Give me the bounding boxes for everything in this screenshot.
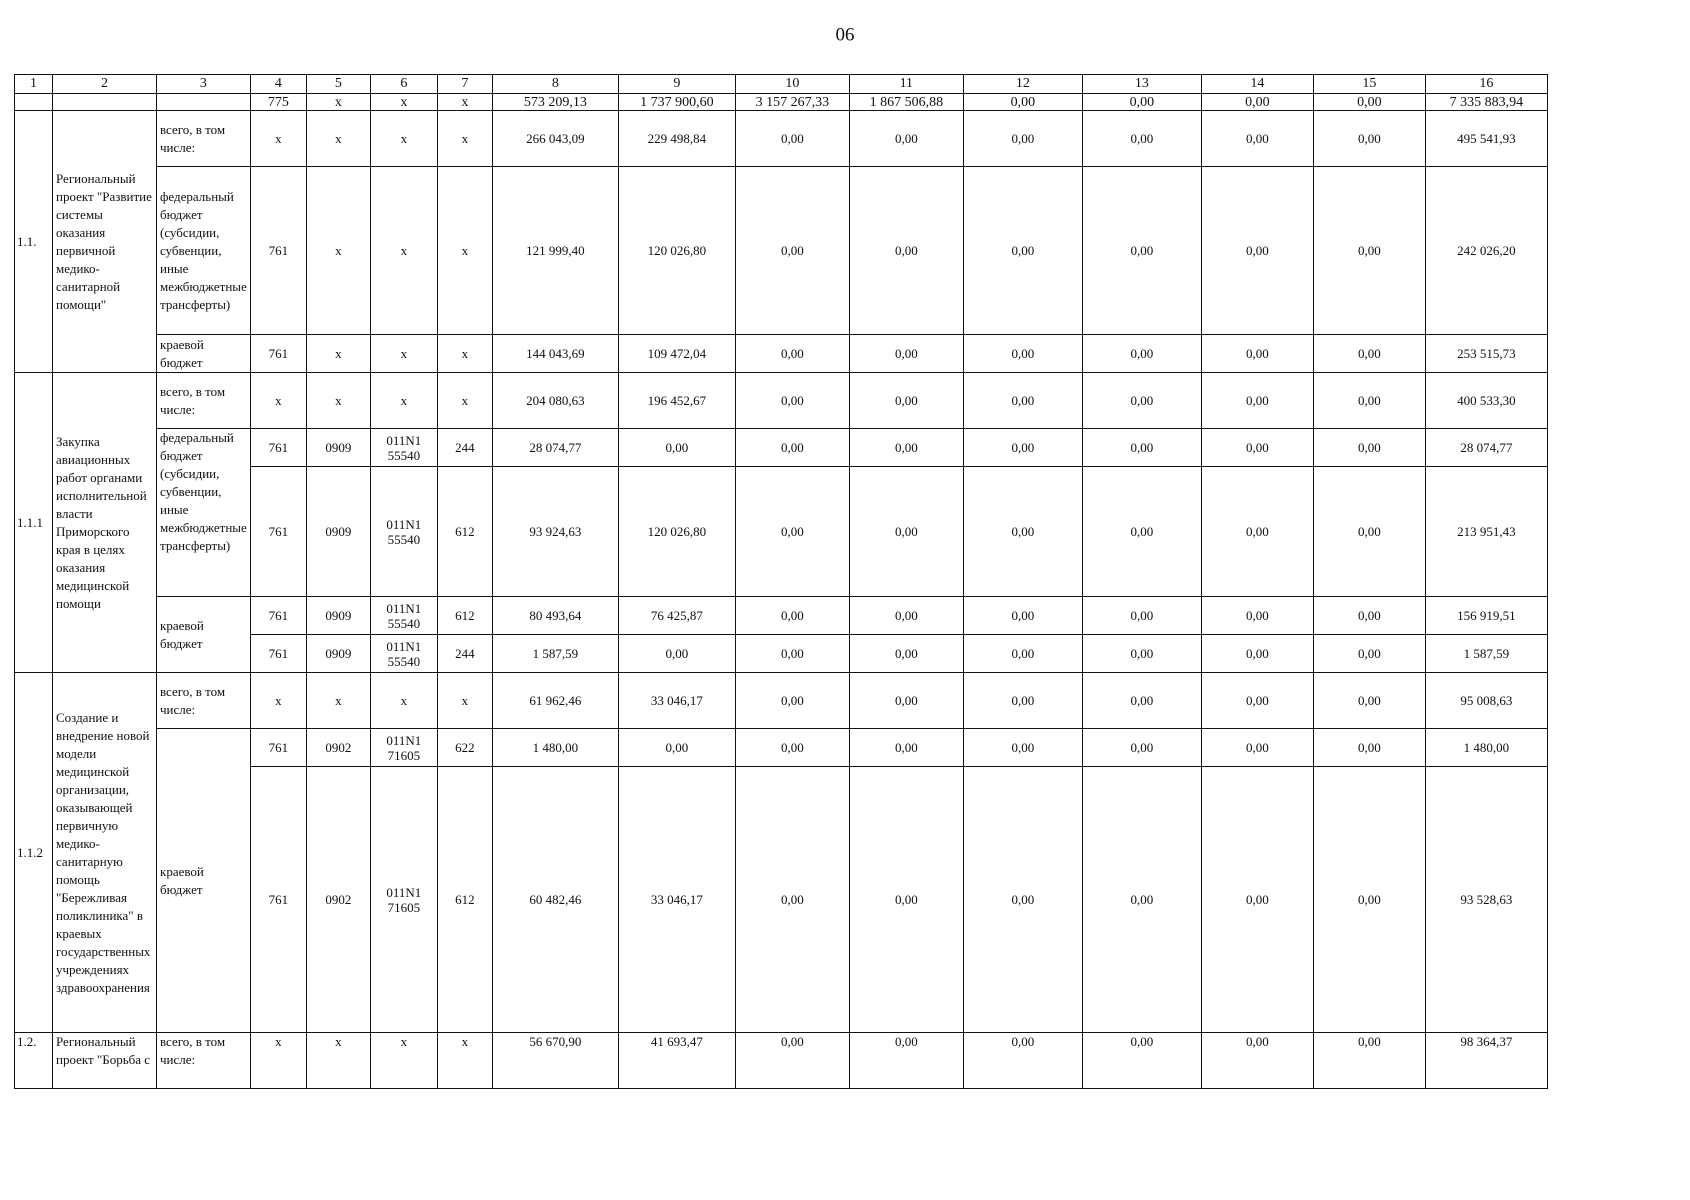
table-cell: 7 335 883,94 [1425,94,1547,111]
table-cell: 120 026,80 [618,467,735,597]
table-row [15,335,1548,373]
table-cell: 229 498,84 [618,111,735,167]
table-cell: 0,00 [849,673,963,729]
table-cell: 612 [437,467,492,597]
table-row [15,167,1548,335]
table-cell [15,94,53,111]
table-cell: 0,00 [963,597,1082,635]
table-cell: 1 480,00 [492,729,618,767]
table-cell: 0902 [306,729,370,767]
table-cell: 495 541,93 [1425,111,1547,167]
table-cell: x [306,373,370,429]
table-cell: x [370,335,437,373]
table-cell: 1 867 506,88 [849,94,963,111]
table-cell: x [306,335,370,373]
funding-source: всего, в том числе: [157,1033,251,1089]
table-cell: 0,00 [735,167,849,335]
table-cell [53,94,157,111]
table-cell: x [370,111,437,167]
table-cell: 0,00 [735,1033,849,1089]
table-cell: 0,00 [963,767,1082,1033]
table-cell: 33 046,17 [618,767,735,1033]
table-cell: 0,00 [963,94,1082,111]
table-cell: 80 493,64 [492,597,618,635]
table-cell: 204 080,63 [492,373,618,429]
table-cell: 0,00 [1313,729,1425,767]
table-cell: 144 043,69 [492,335,618,373]
table-cell: 011N1 55540 [370,467,437,597]
table-cell: 244 [437,635,492,673]
table-cell: 0,00 [1313,635,1425,673]
table-cell: 56 670,90 [492,1033,618,1089]
table-cell: x [250,111,306,167]
table-cell: 1 480,00 [1425,729,1547,767]
table-cell: 1 587,59 [1425,635,1547,673]
row-index: 1.1.2 [15,673,53,1033]
table-cell: 1 737 900,60 [618,94,735,111]
table-cell: 242 026,20 [1425,167,1547,335]
col-number: 5 [306,75,370,94]
table-cell: 0,00 [1201,335,1313,373]
total-row [15,94,1548,111]
table-cell: 0,00 [735,429,849,467]
table-cell: x [370,373,437,429]
col-number: 6 [370,75,437,94]
table-cell: x [437,373,492,429]
table-cell: 0,00 [1313,167,1425,335]
table-cell: 156 919,51 [1425,597,1547,635]
table-cell: 0,00 [1313,673,1425,729]
table-cell: 0,00 [963,429,1082,467]
table-cell: 0,00 [1082,111,1201,167]
funding-source: федеральный бюджет (субсидии, субвенции, иные межбюджетные трансферты) [157,167,251,335]
table-cell: 0,00 [849,635,963,673]
table-cell: 0,00 [1313,429,1425,467]
table-cell: x [370,167,437,335]
col-number: 8 [492,75,618,94]
table-cell: 0,00 [735,467,849,597]
table-cell: 0,00 [849,1033,963,1089]
table-cell: 93 528,63 [1425,767,1547,1033]
table-cell: 0,00 [735,729,849,767]
table-cell: 0,00 [735,767,849,1033]
table-cell: 0,00 [963,335,1082,373]
table-cell: x [437,111,492,167]
table-cell: 011N1 55540 [370,429,437,467]
table-cell: 0,00 [735,597,849,635]
table-cell: 011N1 55540 [370,635,437,673]
budget-table [14,74,1548,1089]
table-cell: x [306,1033,370,1089]
table-cell: 0,00 [1082,673,1201,729]
table-cell: 0,00 [963,467,1082,597]
col-number: 13 [1082,75,1201,94]
table-cell: 253 515,73 [1425,335,1547,373]
col-number: 16 [1425,75,1547,94]
table-cell: 0902 [306,767,370,1033]
table-cell: 0,00 [735,635,849,673]
table-cell: x [437,673,492,729]
table-cell: 761 [250,597,306,635]
funding-source: всего, в том числе: [157,111,251,167]
table-cell: 0,00 [963,373,1082,429]
table-cell: x [306,94,370,111]
table-cell: 0,00 [735,335,849,373]
table-cell: 0,00 [1082,94,1201,111]
table-cell: 0,00 [963,167,1082,335]
col-number: 9 [618,75,735,94]
table-cell: 0,00 [1313,597,1425,635]
table-cell: 33 046,17 [618,673,735,729]
col-number: 1 [15,75,53,94]
table-cell: 60 482,46 [492,767,618,1033]
table-cell: 0,00 [1201,597,1313,635]
table-cell: 011N1 55540 [370,597,437,635]
table-cell: 0,00 [849,111,963,167]
table-cell: 61 962,46 [492,673,618,729]
table-cell: 0,00 [1201,429,1313,467]
table-row [15,597,1548,635]
table-cell: 0,00 [849,467,963,597]
table-cell: 0,00 [1313,373,1425,429]
table-cell: 775 [250,94,306,111]
table-cell: 93 924,63 [492,467,618,597]
table-cell: 0,00 [1082,467,1201,597]
table-cell: 28 074,77 [1425,429,1547,467]
table-row [15,111,1548,167]
table-cell: 0,00 [849,767,963,1033]
col-number: 4 [250,75,306,94]
table-cell: 0,00 [1201,111,1313,167]
table-cell: 0,00 [1313,1033,1425,1089]
table-cell: 761 [250,335,306,373]
table-cell: 0,00 [1201,635,1313,673]
table-cell: 0,00 [1201,167,1313,335]
funding-source: всего, в том числе: [157,373,251,429]
table-cell: x [437,1033,492,1089]
table-cell: 0,00 [1313,111,1425,167]
table-cell: 0,00 [1201,373,1313,429]
table-cell: x [250,373,306,429]
table-cell: 0,00 [735,673,849,729]
table-cell: 0,00 [1082,335,1201,373]
item-name: Создание и внедрение новой модели медицинской организации, оказывающей первичную медико-санитарную помощь "Бережливая поликлиника" в краевых государственных учреждениях здравоохранения [53,673,157,1033]
table-cell: 011N1 71605 [370,729,437,767]
table-cell: 196 452,67 [618,373,735,429]
table-cell: 0,00 [1201,1033,1313,1089]
table-cell: 76 425,87 [618,597,735,635]
table-cell: 266 043,09 [492,111,618,167]
table-cell: 761 [250,767,306,1033]
table-cell [157,94,251,111]
table-cell: 0,00 [1082,429,1201,467]
table-cell: 0,00 [618,635,735,673]
table-row [15,373,1548,429]
col-number: 15 [1313,75,1425,94]
item-name: Региональный проект "Борьба с [53,1033,157,1089]
item-name: Региональный проект "Развитие системы оказания первичной медико-санитарной помощи" [53,111,157,373]
table-cell: 0,00 [735,111,849,167]
table-cell: 109 472,04 [618,335,735,373]
table-cell: 0,00 [1082,767,1201,1033]
table-cell: 0,00 [1313,94,1425,111]
col-number: 2 [53,75,157,94]
col-number: 7 [437,75,492,94]
table-cell: 0,00 [963,729,1082,767]
row-index: 1.2. [15,1033,53,1089]
table-cell: 0,00 [1082,597,1201,635]
table-cell: x [250,1033,306,1089]
table-cell: 0,00 [1082,1033,1201,1089]
col-number: 11 [849,75,963,94]
col-number: 12 [963,75,1082,94]
table-cell: 0,00 [849,729,963,767]
table-cell: 213 951,43 [1425,467,1547,597]
table-cell: x [306,167,370,335]
funding-source: федеральный бюджет (субсидии, субвенции, иные межбюджетные трансферты) [157,429,251,597]
table-cell: x [437,94,492,111]
row-index: 1.1.1 [15,373,53,673]
table-cell: 0,00 [1082,635,1201,673]
table-cell: 0,00 [1313,467,1425,597]
table-cell: x [437,335,492,373]
table-row [15,729,1548,767]
table-cell: x [370,1033,437,1089]
table-cell: 0,00 [1201,467,1313,597]
table-cell: 0,00 [1201,767,1313,1033]
page-number: 90 [835,23,855,44]
table-row [15,1033,1548,1089]
funding-source: всего, в том числе: [157,673,251,729]
table-cell: 761 [250,429,306,467]
table-row [15,429,1548,467]
table-cell: 1 587,59 [492,635,618,673]
table-cell: x [250,673,306,729]
column-number-row [15,75,1548,94]
table-cell: 0909 [306,429,370,467]
table-cell: 0,00 [849,373,963,429]
row-index: 1.1. [15,111,53,373]
table-cell: 761 [250,467,306,597]
table-cell: 011N1 71605 [370,767,437,1033]
table-cell: 0,00 [849,597,963,635]
table-cell: 761 [250,167,306,335]
table-cell: x [306,673,370,729]
table-cell: 0,00 [963,673,1082,729]
table-row [15,673,1548,729]
table-cell: 0,00 [1201,94,1313,111]
table-cell: 400 533,30 [1425,373,1547,429]
item-name: Закупка авиационных работ органами исполнительной власти Приморского края в целях оказания медицинской помощи [53,373,157,673]
funding-source: краевой бюджет [157,729,251,1033]
col-number: 14 [1201,75,1313,94]
table-cell: 0,00 [963,111,1082,167]
table-cell: 95 008,63 [1425,673,1547,729]
table-cell: 0,00 [849,335,963,373]
table-cell: 0,00 [618,429,735,467]
table-cell: 0,00 [618,729,735,767]
table-cell: 573 209,13 [492,94,618,111]
table-cell: 0,00 [1201,729,1313,767]
table-cell: 0909 [306,635,370,673]
table-cell: 0,00 [1082,167,1201,335]
table-cell: 98 364,37 [1425,1033,1547,1089]
table-cell: 622 [437,729,492,767]
table-cell: 120 026,80 [618,167,735,335]
table-cell: 0,00 [849,429,963,467]
table-cell: x [306,111,370,167]
table-cell: 0,00 [735,373,849,429]
col-number: 3 [157,75,251,94]
table-cell: 0,00 [1082,373,1201,429]
table-cell: 0,00 [963,1033,1082,1089]
table-cell: 761 [250,635,306,673]
table-cell: 0,00 [1201,673,1313,729]
col-number: 10 [735,75,849,94]
table-cell: 0909 [306,597,370,635]
table-cell: 41 693,47 [618,1033,735,1089]
table-cell: x [370,673,437,729]
table-cell: 761 [250,729,306,767]
table-cell: 0,00 [1313,335,1425,373]
table-cell: 612 [437,767,492,1033]
table-cell: 121 999,40 [492,167,618,335]
table-cell: 3 157 267,33 [735,94,849,111]
table-cell: 0,00 [1313,767,1425,1033]
table-cell: 28 074,77 [492,429,618,467]
table-cell: x [437,167,492,335]
table-cell: 244 [437,429,492,467]
table-cell: 0,00 [1082,729,1201,767]
table-cell: x [370,94,437,111]
table-cell: 0909 [306,467,370,597]
table-cell: 0,00 [849,167,963,335]
funding-source: краевой бюджет [157,597,251,673]
table-cell: 612 [437,597,492,635]
table-cell: 0,00 [963,635,1082,673]
funding-source: краевой бюджет [157,335,251,373]
